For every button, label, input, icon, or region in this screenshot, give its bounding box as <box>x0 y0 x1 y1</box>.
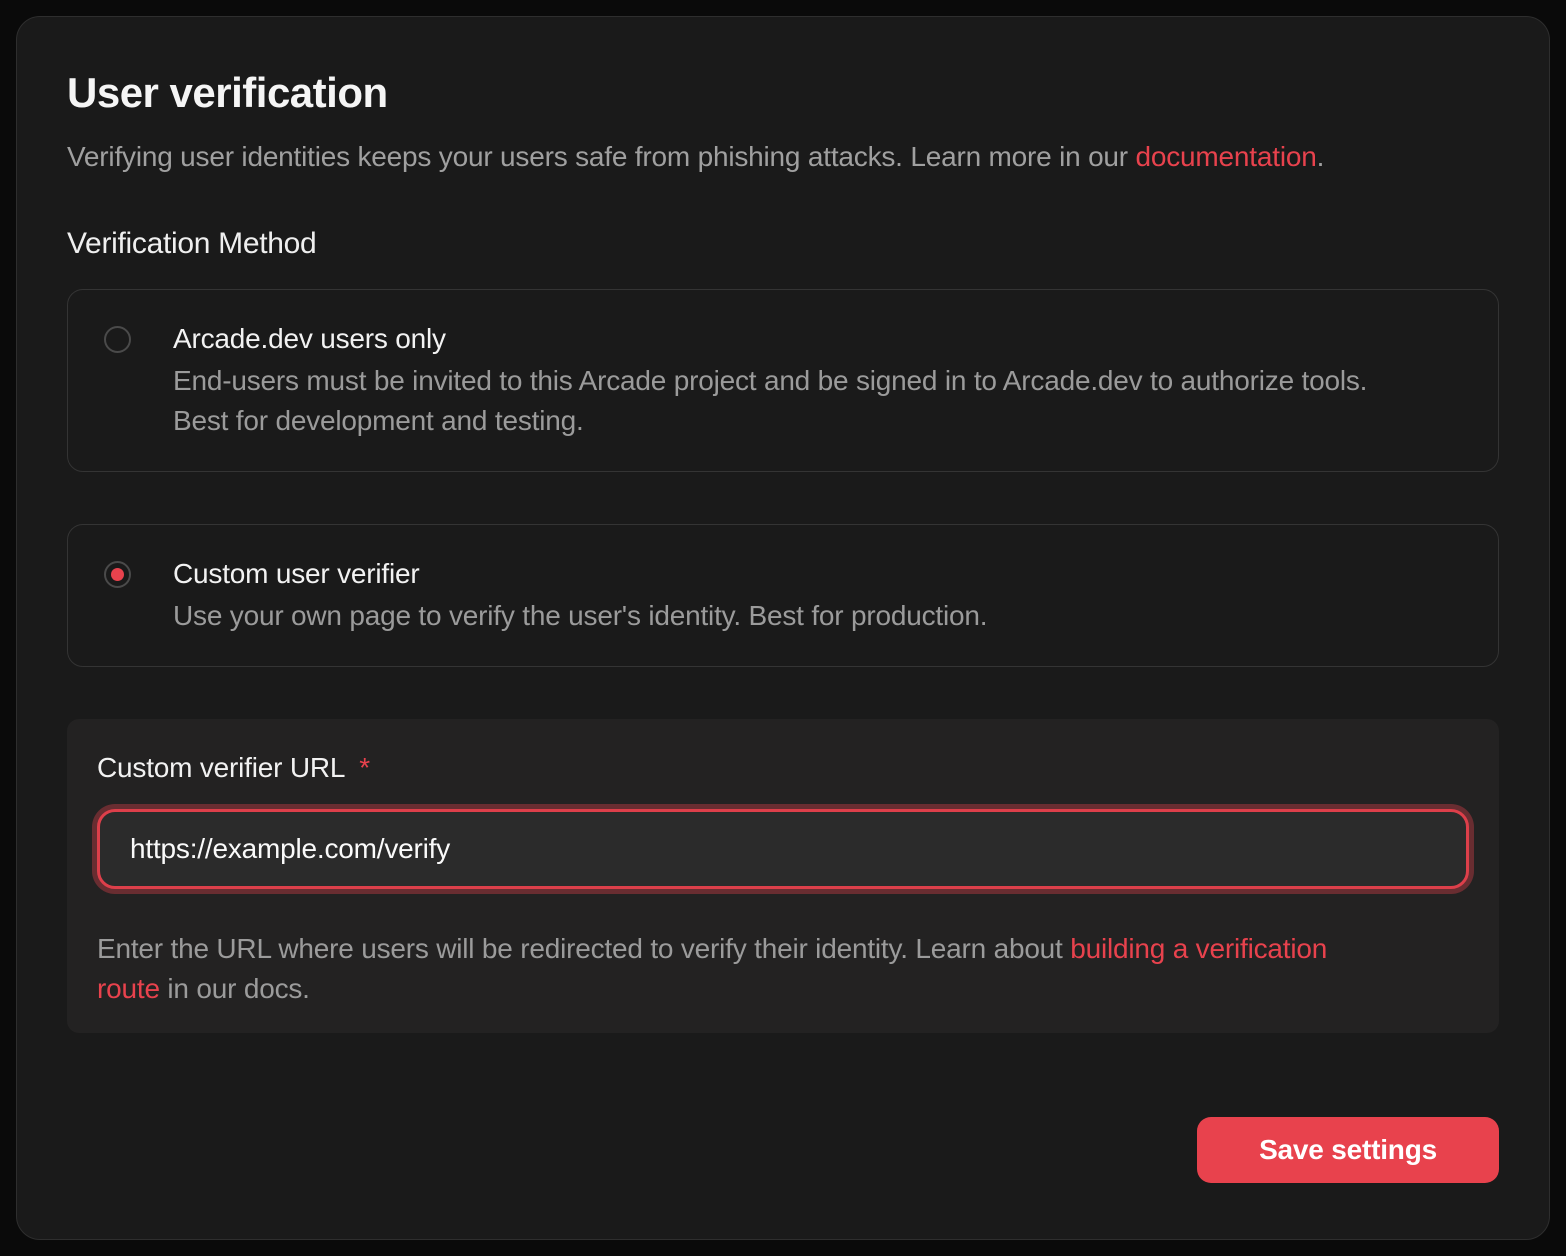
custom-verifier-help-text <box>97 929 1387 1009</box>
help-text-suffix: in our docs. <box>159 973 310 1004</box>
documentation-link[interactable]: documentation <box>1135 141 1317 172</box>
building-verification-route-link[interactable]: building a verification route <box>97 933 1328 1004</box>
field-label-text: Custom verifier URL <box>97 752 346 783</box>
option-label-arcade-users: Arcade.dev users only <box>173 323 446 354</box>
custom-verifier-url-section <box>67 719 1499 1033</box>
actions-row <box>67 1117 1499 1183</box>
radio-selected-icon[interactable] <box>104 561 131 588</box>
option-label-custom-verifier: Custom user verifier <box>173 558 420 589</box>
subtitle-text: Verifying user identities keeps your users safe from phishing attacks. Learn more in our <box>67 141 1136 172</box>
option-description-arcade-users: End-users must be invited to this Arcade project and be signed in to Arcade.dev to authorize tools. Best for development and testing. <box>173 365 1368 436</box>
save-settings-button[interactable]: Save settings <box>1197 1117 1499 1183</box>
custom-verifier-url-input[interactable] <box>97 809 1469 889</box>
option-content <box>173 320 1423 441</box>
radio-unselected-icon[interactable] <box>104 326 131 353</box>
verification-method-heading: Verification Method <box>67 227 317 260</box>
option-arcade-users-only[interactable] <box>67 289 1499 472</box>
custom-verifier-url-label <box>97 752 1469 784</box>
option-content <box>173 555 987 636</box>
required-asterisk: * <box>359 752 370 783</box>
help-text: Enter the URL where users will be redirected to verify their identity. Learn about <box>97 933 1071 964</box>
user-verification-card <box>16 16 1550 1240</box>
page-title: User verification <box>67 69 388 116</box>
subtitle-period: . <box>1316 141 1325 172</box>
option-custom-user-verifier[interactable] <box>67 524 1499 667</box>
option-description-custom-verifier: Use your own page to verify the user's identity. Best for production. <box>173 600 988 631</box>
page-subtitle <box>67 141 1499 173</box>
